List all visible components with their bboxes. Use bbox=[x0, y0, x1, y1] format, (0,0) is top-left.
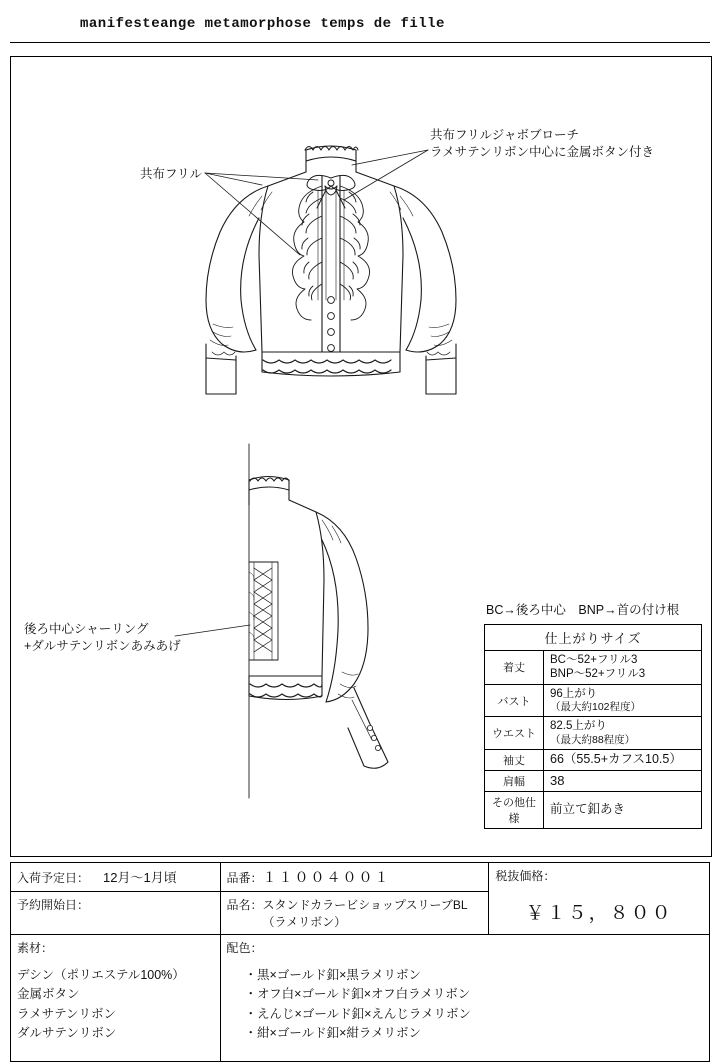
annotation-same-fabric-frill: 共布フリル bbox=[140, 167, 203, 181]
spec-value-sleeve: 66（55.5+カフス10.5） bbox=[544, 749, 702, 770]
reserve-date-cell bbox=[11, 892, 221, 935]
material-label: 素材： bbox=[17, 941, 54, 955]
material-list bbox=[17, 956, 214, 1044]
item-name-cell bbox=[220, 892, 489, 935]
spec-label-shoulder: 肩幅 bbox=[485, 770, 544, 791]
annotation-jabot-brooch-line2: ラメサテンリボン中心に金属ボタン付き bbox=[430, 144, 655, 159]
price-value: ￥１５，８００ bbox=[525, 903, 673, 924]
brand-title: manifesteange metamorphose temps de fille bbox=[80, 16, 445, 32]
reserve-date-label: 予約開始日： bbox=[17, 898, 90, 912]
colorway-label: 配色： bbox=[226, 941, 263, 955]
spec-label-length: 着丈 bbox=[485, 651, 544, 685]
colorway-cell bbox=[220, 935, 709, 1062]
table-row bbox=[485, 684, 702, 717]
ship-date-label: 入荷予定日： bbox=[17, 871, 90, 885]
table-row bbox=[485, 749, 702, 770]
spec-label-sleeve: 袖丈 bbox=[485, 749, 544, 770]
spec-label-waist: ウエスト bbox=[485, 717, 544, 750]
table-row bbox=[485, 792, 702, 829]
spec-value-bust-2: （最大約102程度） bbox=[550, 701, 642, 714]
reserve-date-value bbox=[89, 897, 103, 912]
table-row bbox=[11, 863, 710, 892]
spec-value-bust bbox=[544, 684, 702, 717]
list-item: ラメサテンリボン bbox=[17, 1006, 117, 1021]
list-item: デシン（ポリエステル100%） bbox=[17, 968, 185, 982]
spec-label-other: その他仕様 bbox=[485, 792, 544, 829]
list-item: ダルサテンリボン bbox=[17, 1026, 117, 1041]
spec-label-bust: バスト bbox=[485, 684, 544, 717]
annotation-jabot-brooch bbox=[430, 127, 654, 161]
page-header bbox=[10, 10, 710, 43]
spec-value-waist-1: 82.5上がり bbox=[550, 720, 607, 733]
spec-value-length-2: BNP〜52+フリル3 bbox=[550, 668, 646, 681]
ship-date-cell bbox=[11, 863, 221, 892]
spec-value-other: 前立て釦あき bbox=[544, 792, 702, 829]
list-item: ・オフ白×ゴールド釦×オフ白ラメリボン bbox=[244, 987, 471, 1002]
annotation-jabot-brooch-line1: 共布フリルジャボブローチ bbox=[430, 128, 579, 142]
annotation-back-shirring-line1: 後ろ中心シャーリング bbox=[24, 622, 149, 636]
list-item: ・黒×ゴールド釦×黒ラメリボン bbox=[244, 968, 421, 982]
spec-value-shoulder: 38 bbox=[544, 770, 702, 791]
item-name-label: 品名： bbox=[226, 898, 263, 912]
item-no-value: １１００４００１ bbox=[262, 869, 391, 885]
list-item: 金属ボタン bbox=[17, 987, 80, 1002]
material-cell bbox=[11, 935, 221, 1062]
item-name-value2: （ラメリボン） bbox=[262, 915, 347, 929]
spec-legend: BC→後ろ中心 BNP→首の付け根 bbox=[486, 603, 680, 617]
price-label: 税抜価格： bbox=[495, 869, 556, 883]
annotation-back-shirring bbox=[24, 621, 181, 655]
table-row bbox=[11, 935, 710, 1062]
spec-value-waist bbox=[544, 717, 702, 750]
list-item: ・紺×ゴールド釦×紺ラメリボン bbox=[244, 1026, 421, 1041]
spec-value-bust-1: 96上がり bbox=[550, 687, 598, 700]
annotation-back-shirring-line2: +ダルサテンリボンあみあげ bbox=[24, 638, 181, 653]
spec-table-title: 仕上がりサイズ bbox=[485, 625, 702, 651]
product-info-table bbox=[10, 862, 710, 1062]
list-item: ・えんじ×ゴールド釦×えんじラメリボン bbox=[244, 1006, 471, 1021]
ship-date-value: 12月〜1月頃 bbox=[103, 870, 177, 885]
item-no-cell bbox=[220, 863, 489, 892]
item-name-value: スタンドカラービショップスリーブBL bbox=[262, 898, 468, 912]
price-cell bbox=[489, 863, 710, 935]
table-row bbox=[485, 717, 702, 750]
spec-value-length-1: BC〜52+フリル3 bbox=[550, 654, 638, 666]
finished-size-table bbox=[484, 624, 702, 829]
table-row bbox=[485, 625, 702, 651]
table-row bbox=[485, 651, 702, 685]
spec-value-waist-2: （最大約88程度） bbox=[550, 733, 636, 746]
spec-value-length bbox=[544, 651, 702, 685]
colorway-list bbox=[227, 956, 703, 1044]
table-row bbox=[485, 770, 702, 791]
item-no-label: 品番： bbox=[226, 871, 263, 885]
